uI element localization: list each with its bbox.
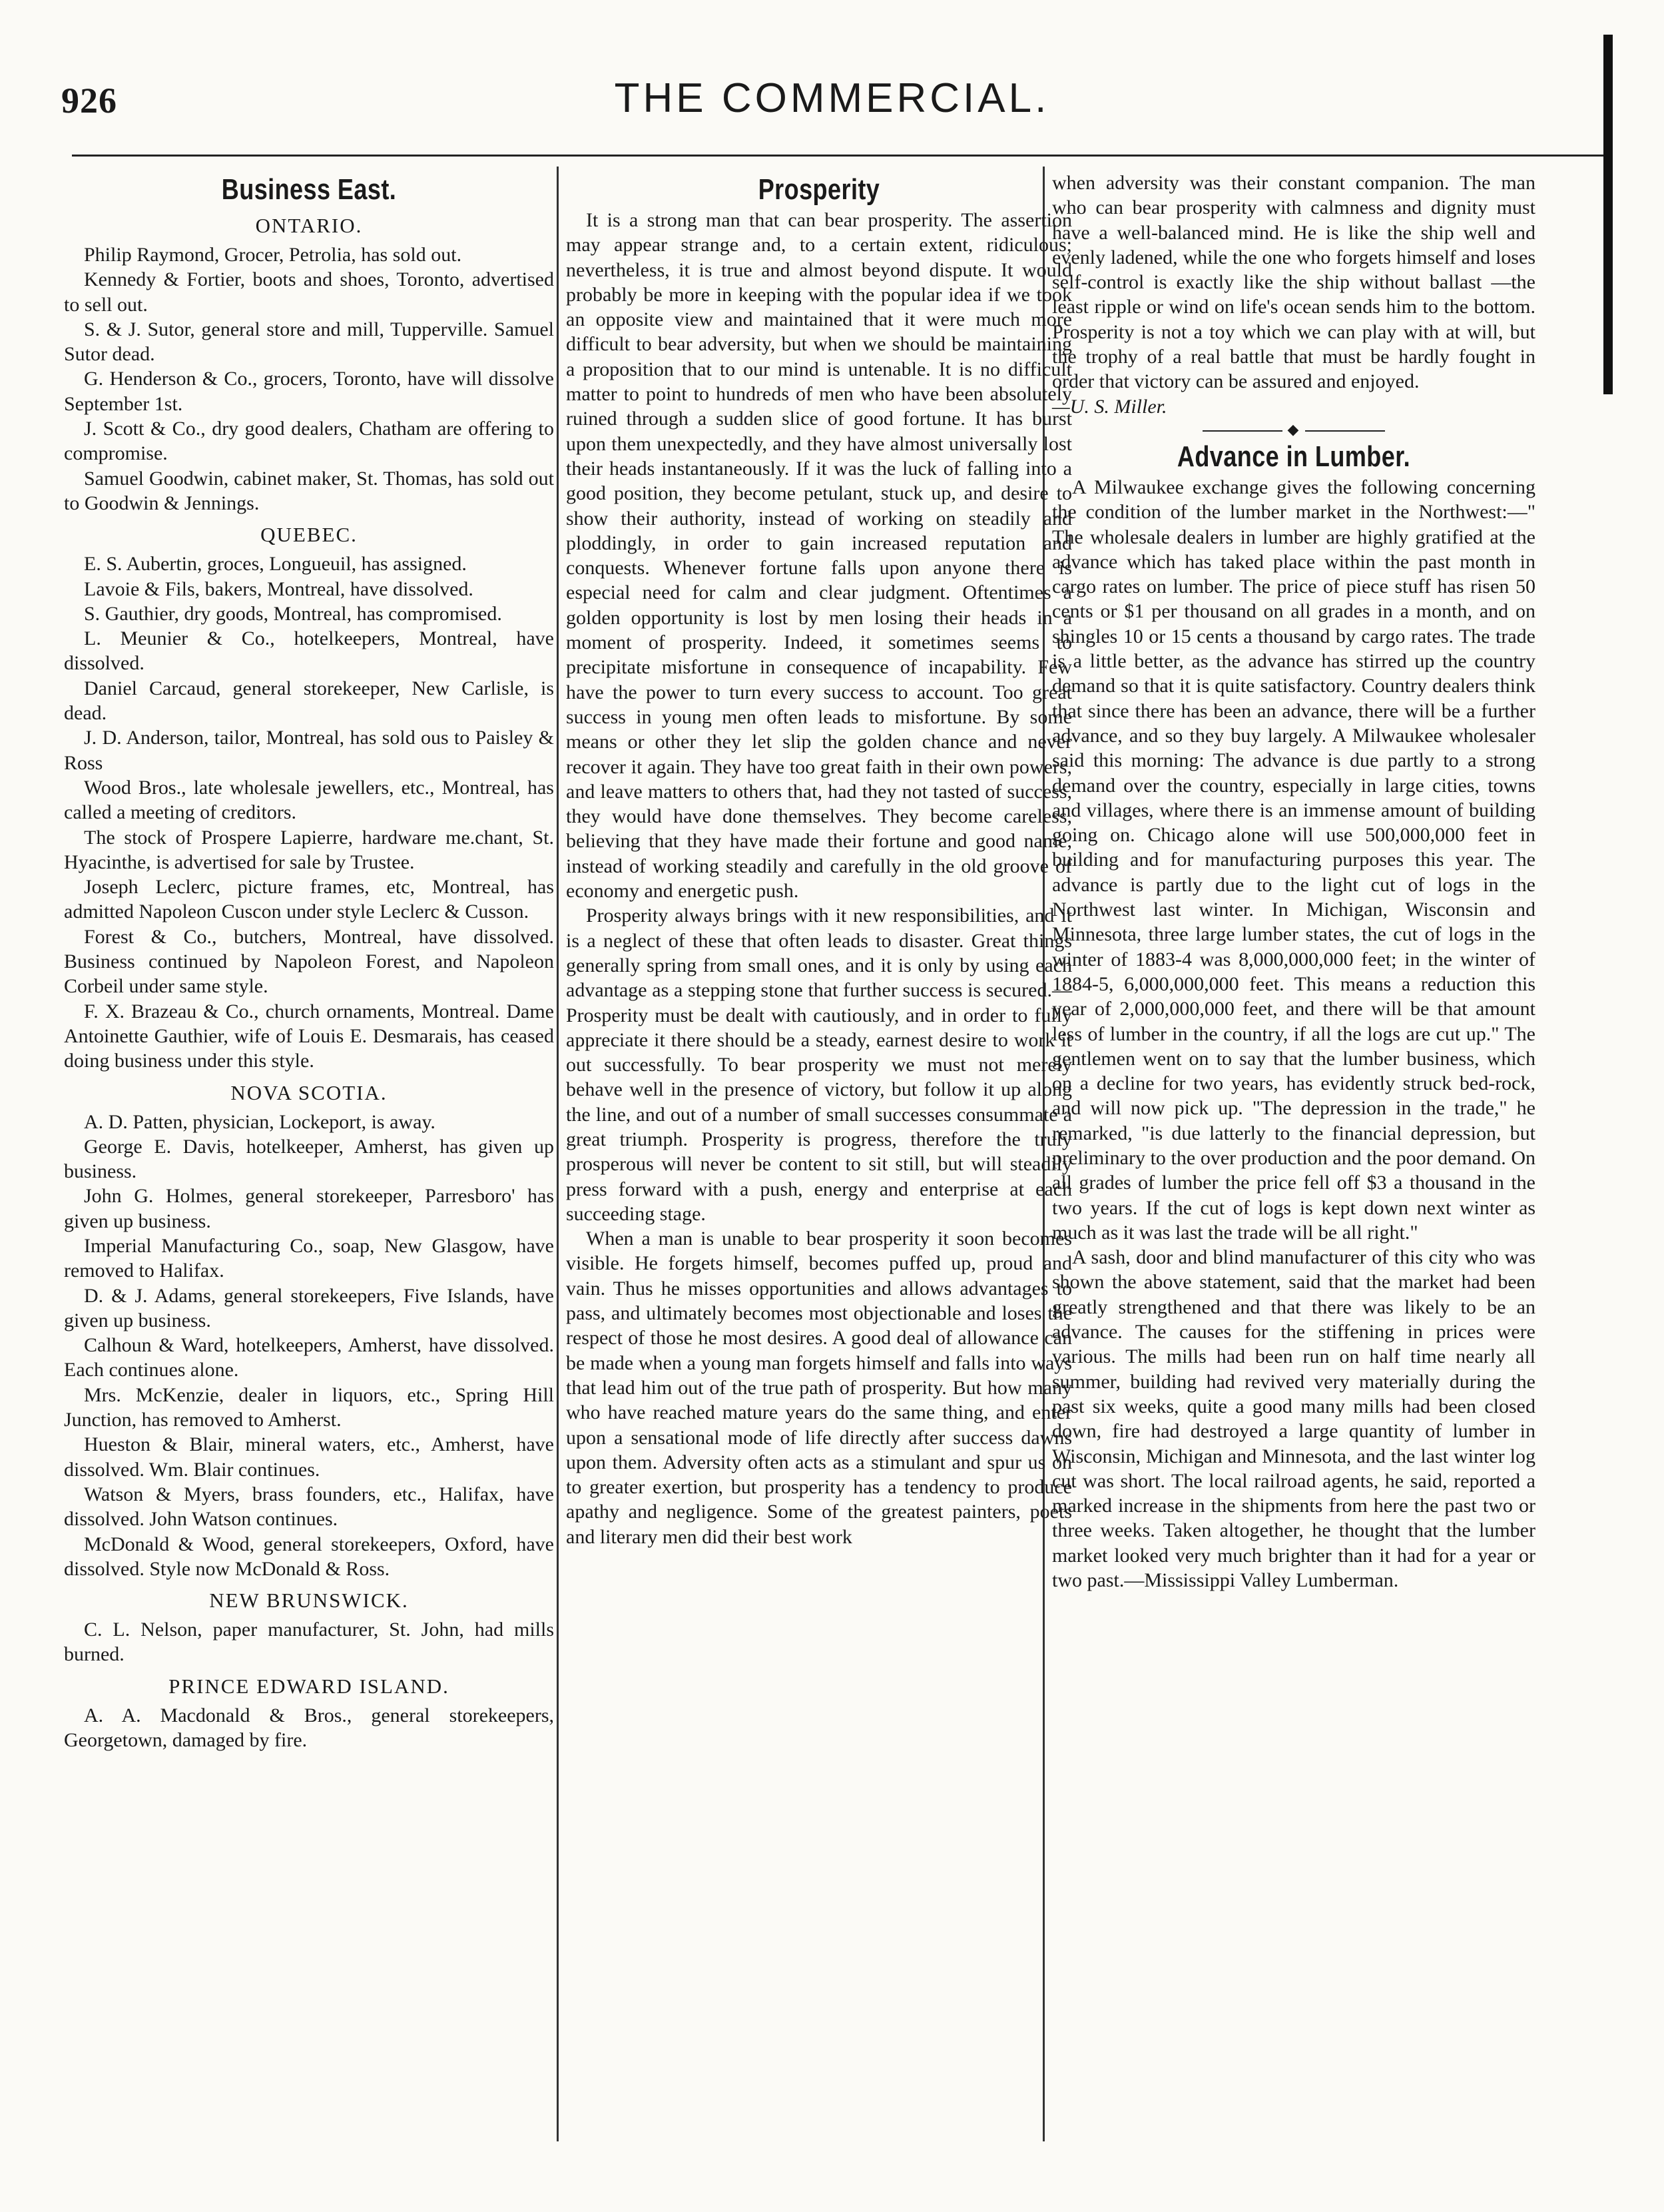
notice-item: Wood Bros., late wholesale jewellers, etc., Montreal, has called a meeting of creditors. <box>64 776 554 824</box>
notice-item: J. Scott & Co., dry good dealers, Chatham are offering to compromise. <box>64 418 554 465</box>
notice-item: Mrs. McKenzie, dealer in liquors, etc., Spring Hill Junction, has removed to Amherst. <box>64 1383 554 1431</box>
notice-item: The stock of Prospere Lapierre, hardware me.chant, St. Hyacinthe, is advertised for sale by Trustee. <box>64 826 554 873</box>
middle-column <box>566 171 1072 1549</box>
notice-item: Lavoie & Fils, bakers, Montreal, have dissolved. <box>84 577 473 600</box>
notice-item: A. D. Patten, physician, Lockeport, is away. <box>84 1110 435 1133</box>
notice-item: G. Henderson & Co., grocers, Toronto, have will dissolve September 1st. <box>64 368 554 415</box>
notice-item: Samuel Goodwin, cabinet maker, St. Thomas, has sold out to Goodwin & Jennings. <box>64 467 554 514</box>
notice-item: George E. Davis, hotelkeeper, Amherst, has given up business. <box>64 1135 554 1183</box>
notice-item: John G. Holmes, general storekeeper, Parresboro' has given up business. <box>64 1185 554 1232</box>
region-heading: NEW BRUNSWICK. <box>209 1589 409 1613</box>
notice-item: J. D. Anderson, tailor, Montreal, has sold ous to Paisley & Ross <box>64 727 554 774</box>
region-heading: PRINCE EDWARD ISLAND. <box>168 1674 449 1698</box>
notice-item: Imperial Manufacturing Co., soap, New Glasgow, have removed to Halifax. <box>64 1234 554 1282</box>
notice-item: Hueston & Blair, mineral waters, etc., Amherst, have dissolved. Wm. Blair continues. <box>64 1433 554 1481</box>
headline-prosperity: Prosperity <box>758 173 880 206</box>
headline-business-east: Business East. <box>221 173 397 206</box>
notice-item: Joseph Leclerc, picture frames, etc, Montreal, has admitted Napoleon Cuscon under style Leclerc & Cusson. <box>64 876 554 923</box>
notice-item: L. Meunier & Co., hotelkeepers, Montreal, have dissolved. <box>64 627 554 675</box>
notice-item: Calhoun & Ward, hotelkeepers, Amherst, have dissolved. Each continues alone. <box>64 1334 554 1381</box>
notice-item: A. A. Macdonald & Bros., general storekeepers, Georgetown, damaged by fire. <box>64 1704 554 1752</box>
notice-item: Watson & Myers, brass founders, etc., Halifax, have dissolved. John Watson continues. <box>64 1483 554 1531</box>
margin-bar <box>1603 35 1613 394</box>
masthead-title: THE COMMERCIAL. <box>614 75 1050 121</box>
left-column <box>64 171 554 1752</box>
headline-advance-in-lumber: Advance in Lumber. <box>1177 440 1411 473</box>
notice-item: Daniel Carcaud, general storekeeper, New Carlisle, is dead. <box>64 677 554 725</box>
right-column <box>1052 171 1535 1593</box>
article-paragraph-continued: when adversity was their constant companion. The man who can bear prosperity with calmness and dignity must have a well-balanced mind. He is like the ship well and evenly ladened, while the one who forgets himself and loses self-control is exactly like the ship without ballast —the least ripple or wind on life's ocean sends him to the bottom. Prosperity is not a toy which we can play with at will, but the trophy of a real battle that must be hardly fought in order that victory can be assured and enjoyed. <box>1052 172 1535 393</box>
article-signature: —U. S. Miller. <box>1052 395 1167 418</box>
region-heading: QUEBEC. <box>260 523 358 547</box>
notice-item: D. & J. Adams, general storekeepers, Five Islands, have given up business. <box>64 1284 554 1331</box>
notice-item: Kennedy & Fortier, boots and shoes, Toronto, advertised to sell out. <box>64 268 554 316</box>
column-divider-1 <box>557 167 559 2141</box>
article-paragraph: A Milwaukee exchange gives the following concerning the condition of the lumber market in the Northwest:—" The wholesale dealers in lumber are highly gratified at the advance which has taked place within the past month in cargo rates on lumber. The price of piece stuff has risen 50 cents or $1 per thousand on all grades in a month, and on shingles 10 or 15 cents a thousand by cargo rates. The trade is a little better, as the advance has stirred up the country demand so that it is quite satisfactory. Country dealers think that since there has been an advance, there will be a further advance, and so they buy largely. A Milwaukee wholesaler said this morning: The advance is due partly to a strong demand over the country, especially in large cities, towns and villages, where there is an immense amount of building going on. Chicago alone will use 500,000,000 feet in building and for manufacturing purposes this year. The advance is partly due to the light cut of logs in the Northwest last winter. In Michigan, Wisconsin and Minnesota, three large lumber states, the cut of logs in the winter of 1883-4 was 8,000,000,000 feet; in the winter of 1884-5, 6,000,000,000 feet. This means a reduction this year of 2,000,000,000 feet, and there will be that amount less of lumber in the country, if all the logs are cut up." The gentlemen went on to say that the lumber business, which on a decline for two years, has evidently struck bed-rock, and will now pick up. "The depression in the trade," he remarked, "is due latterly to the financial depression, but preliminary to the over production and the poor demand. On all grades of lumber the price fell off $3 a thousand in the two years. If the cut of logs is kept down next winter as much as it was last the trade will be all right." <box>1052 476 1535 1244</box>
notice-item: S. Gauthier, dry goods, Montreal, has compromised. <box>84 602 502 625</box>
notice-item: Philip Raymond, Grocer, Petrolia, has sold out. <box>84 244 462 266</box>
article-paragraph: Prosperity always brings with it new responsibilities, and it is a neglect of these that often leads to disaster. Great things generally spring from small ones, and it is only by using each advantage as a stepping stone that further success is secured.—Prosperity must be dealt with cautiously, and in order to fully appreciate it there should be a steady, earnest desire to work it out successfully. To bear prosperity we must not merely behave well in the presence of victory, but follow it up along the line, and out of a number of small successes consummate a great triumph. Prosperity is progress, therefore the truly prosperous will never be content to sit still, but will steadily press forward with a push, energy and enterprise at each succeeding stage. <box>566 905 1072 1225</box>
notice-item: Forest & Co., butchers, Montreal, have dissolved. Business continued by Napoleon Forest, and Napoleon Corbeil under same style. <box>64 925 554 998</box>
notice-item: F. X. Brazeau & Co., church ornaments, Montreal. Dame Antoinette Gauthier, wife of Louis E. Desmarais, has ceased doing business under this style. <box>64 1000 554 1072</box>
region-heading: ONTARIO. <box>255 214 363 237</box>
article-paragraph: It is a strong man that can bear prosperity. The assertion may appear strange and, to a certain extent, ridiculous; nevertheless, it is true and almost beyond dispute. It would probably be more in keeping with the popular idea if we took an opposite view and maintained that it were much more difficult to bear adversity, but when we should be maintaining a proposition that to our mind is untenable. It is no difficult matter to point to hundreds of men who have been absolutely ruined through a sudden slice of good fortune. It has burst upon them unexpectedly, and they have almost universally lost their heads instantaneously. If it was the luck of falling into a good position, they become petulant, stuck up, and desire to show their authority, instead of working on steadily and ploddingly, in order to gain increased reputation and conquests. Whenever fortune falls upon anyone there is especial need for calm and clear judgment. Oftentimes a golden opportunity is lost by men losing their heads in a moment of prosperity. Indeed, it sometimes seems to precipitate misfortune in consequence of incapability. Few have the power to turn every success to account. Too great success in young men often leads to misfortune. By some means or other they let slip the golden chance and never recover it again. They have too great faith in their own powers, and leave matters to others that, had they not tasted of success, they would have done themselves. They become careless, believing that they have made their fortune and good name, instead of working steadily and carefully in the old groove of economy and energetic push. <box>566 209 1072 903</box>
header-rule <box>72 155 1603 157</box>
notice-item: C. L. Nelson, paper manufacturer, St. John, had mills burned. <box>64 1619 554 1666</box>
region-heading: NOVA SCOTIA. <box>230 1080 388 1104</box>
notice-item: E. S. Aubertin, groces, Longueuil, has assigned. <box>84 553 467 575</box>
notice-item: McDonald & Wood, general storekeepers, Oxford, have dissolved. Style now McDonald & Ross. <box>64 1533 554 1580</box>
page-number: 926 <box>61 81 117 121</box>
notice-item: S. & J. Sutor, general store and mill, Tupperville. Samuel Sutor dead. <box>64 318 554 366</box>
section-ornament: ◆ <box>1052 423 1535 436</box>
article-paragraph: When a man is unable to bear prosperity it soon becomes visible. He forgets himself, becomes puffed up, proud and vain. Thus he misses opportunities and allows advantages to pass, and ultimately becomes most objectionable and loses the respect of those he most desires. A good deal of allowance can be made when a young man forgets himself and falls into ways that lead him out of the true path of prosperity. But how many who have reached mature years do the same thing, and enter upon a sensational mode of life directly after success dawns upon them. Adversity often acts as a stimulant and spur us on to greater exertion, but prosperity has a tendency to produce apathy and negligence. Some of the greatest painters, poets and literary men did their best work <box>566 1228 1072 1548</box>
article-paragraph: A sash, door and blind manufacturer of this city who was shown the above statement, said that the market had been greatly strengthened and that there was likely to be an advance. The causes for the stiffening in prices were various. The mills had been run on half time nearly all summer, building had revived very materially during the past six weeks, quite a good many mills had been closed down, fire had destroyed a large quantity of lumber in Wisconsin, Michigan and Minnesota, and the last winter log cut was short. The local railroad agents, he said, reported a marked increase in the shipments from here the past two or three weeks. Taken altogether, he thought that the lumber market looked very much brighter than it had for a year or two past.—Mississippi Valley Lumberman. <box>1052 1246 1535 1592</box>
